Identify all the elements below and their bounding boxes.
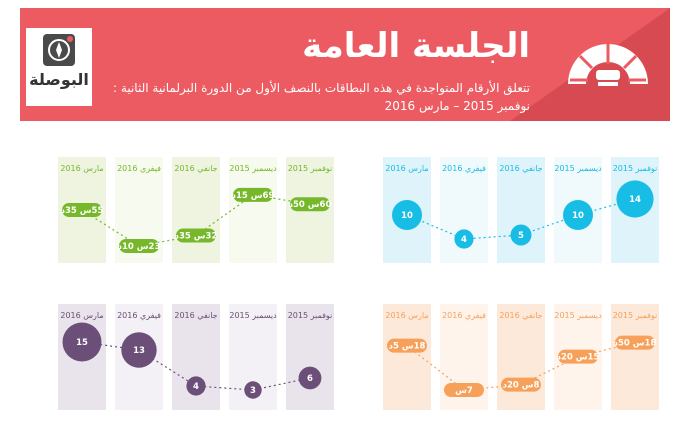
month-label: ديسمبر 2015 [229, 311, 277, 320]
compass-icon [43, 34, 75, 66]
chart-delay-hours [345, 280, 670, 415]
month-label: فيفري 2016 [442, 164, 486, 173]
panel-title: عدد الجلسات المنعقدة [460, 137, 555, 148]
month-label: نوفمبر 2015 [612, 311, 658, 320]
month-label: مارس 2016 [385, 164, 429, 173]
value-label: 7س [455, 386, 473, 396]
panel-title: جملة ساعات العمل [142, 137, 223, 148]
value-label: 4 [193, 382, 199, 392]
value-label: 23س 10د [117, 241, 161, 252]
month-label: جانفي 2016 [499, 164, 543, 173]
month-label: مارس 2016 [60, 311, 104, 320]
month-label: نوفمبر 2015 [287, 164, 333, 173]
month-label: فيفري 2016 [117, 311, 161, 320]
panel-title: عدد مشاريع القوانين المصادق عليها [109, 284, 256, 295]
value-label: 13 [133, 346, 145, 356]
month-label: جانفي 2016 [174, 311, 218, 320]
value-label: 55س 35د [60, 206, 104, 217]
chart-sessions-held [345, 133, 670, 268]
gauge-icon [560, 22, 656, 102]
value-label: 18س 50د [613, 338, 657, 349]
panel-delay-hours [345, 280, 670, 415]
page-subtitle: تتعلق الأرقام المتواجدة في هذه البطاقات بالنصف الأول من الدورة البرلمانية الثانية : [113, 81, 530, 95]
value-label: 14 [629, 195, 641, 205]
value-label: 10 [572, 211, 584, 221]
month-label: فيفري 2016 [442, 311, 486, 320]
month-label: ديسمبر 2015 [229, 164, 277, 173]
value-label: 5 [518, 231, 524, 241]
chart-laws-approved [20, 280, 345, 415]
panel-laws-approved [20, 280, 345, 415]
month-label: جانفي 2016 [174, 164, 218, 173]
month-label: مارس 2016 [385, 311, 429, 320]
month-label: مارس 2016 [60, 164, 104, 173]
month-label: ديسمبر 2015 [554, 164, 602, 173]
value-label: 4 [461, 235, 467, 245]
value-label: 15 [76, 338, 88, 348]
value-label: 6 [307, 374, 313, 384]
value-label: 18س 5د [388, 341, 426, 352]
month-label: ديسمبر 2015 [554, 311, 602, 320]
value-label: 15س 20د [556, 352, 600, 363]
page-title: الجلسة العامة [302, 26, 530, 66]
value-label: 60س 50د [288, 200, 332, 211]
value-label: 32س 35د [174, 231, 218, 242]
value-label: 8س 20د [502, 380, 540, 391]
panel-title: جملة ساعات التأخر [467, 284, 548, 295]
header-banner [20, 8, 670, 121]
chart-work-hours [20, 133, 345, 268]
month-label: جانفي 2016 [499, 311, 543, 320]
month-label: فيفري 2016 [117, 164, 161, 173]
month-label: نوفمبر 2015 [612, 164, 658, 173]
value-label: 3 [250, 386, 256, 396]
logo-text: البوصلة [29, 70, 89, 89]
panel-sessions-held [345, 133, 670, 268]
value-label: 69س 15د [231, 190, 275, 201]
logo [26, 28, 92, 106]
period-range: نوفمبر 2015 – مارس 2016 [384, 99, 530, 113]
month-label: نوفمبر 2015 [287, 311, 333, 320]
panel-work-hours [20, 133, 345, 268]
value-label: 10 [401, 211, 413, 221]
